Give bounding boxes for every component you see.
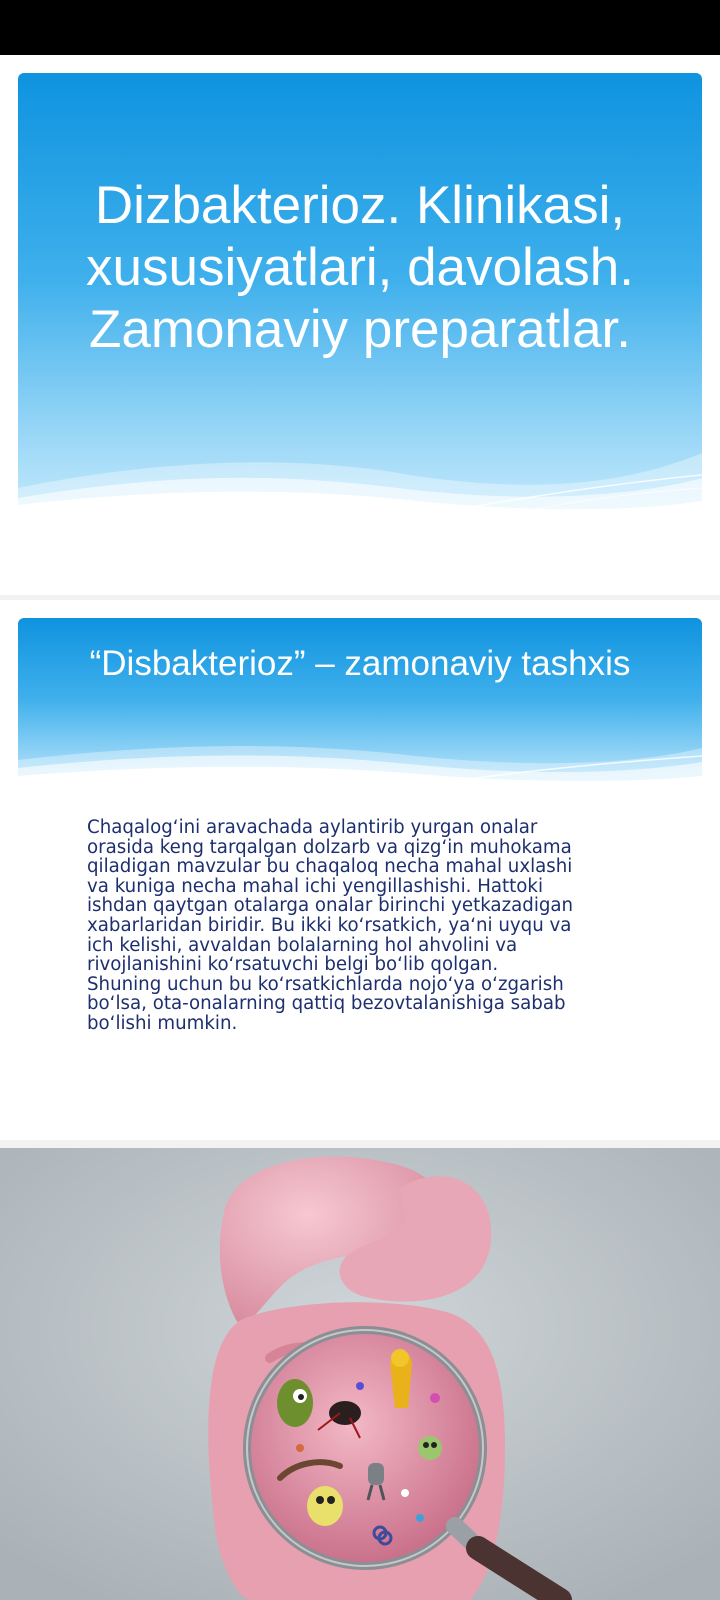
body-line: qiladigan mavzular bu chaqaloq necha mahal uxlashi: [87, 856, 573, 878]
status-bar: [0, 0, 720, 55]
body-line: rivojlanishini koʻrsatuvchi belgi boʻlib qolgan.: [87, 954, 499, 976]
slide-heading: “Disbakterioz” – zamonaviy tashxis: [89, 644, 631, 683]
body-line: xabarlaridan biridir. Bu ikki koʻrsatkich, yaʻni uyqu va: [87, 914, 572, 936]
body-line: ich kelishi, avvaldan bolalarning hol ahvolini va: [87, 934, 518, 956]
body-line: ishdan qaytgan otalarga onalar birinchi yetkazadigan: [87, 895, 574, 917]
body-line: va kuniga necha mahal ichi yengillashishi. Hattoki: [87, 875, 543, 897]
presentation-title: [18, 175, 702, 361]
title-line-2: xususiyatlari, davolash.: [86, 238, 634, 297]
body-line: Chaqalogʻini aravachada aylantirib yurgan onalar: [87, 817, 538, 838]
body-line: Shuning uchun bu koʻrsatkichlarda nojoʻya oʻzgarish: [87, 973, 564, 995]
body-paragraph: [87, 818, 657, 1034]
body-line: boʻlishi mumkin.: [87, 1012, 238, 1034]
slide-title[interactable]: [0, 55, 720, 595]
body-line: orasida keng tarqalgan dolzarb va qizgʻin muhokama: [87, 836, 572, 858]
wave-decoration: [18, 718, 702, 798]
title-line-1: Dizbakterioz. Klinikasi,: [94, 176, 626, 235]
slide-illustration[interactable]: [0, 1148, 720, 1600]
body-line: boʻlsa, ota-onalarning qattiq bezovtalanishiga sabab: [87, 993, 566, 1015]
wave-decoration: [18, 393, 702, 533]
slide-content[interactable]: [0, 600, 720, 1140]
title-line-3: Zamonaviy preparatlar.: [88, 300, 632, 359]
digestive-system-illustration: [0, 1148, 720, 1600]
